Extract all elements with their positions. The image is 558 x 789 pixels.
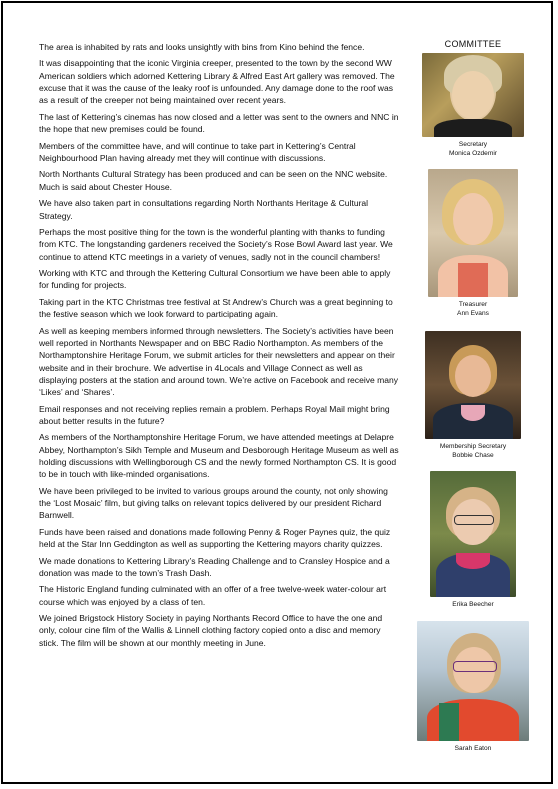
paragraph: Taking part in the KTC Christmas tree festival at St Andrew’s Church was a great beginning to the festive season which we look forward to participating again. (39, 296, 393, 320)
member-caption (408, 601, 538, 610)
member-photo (430, 471, 516, 597)
paragraph: The last of Kettering’s cinemas has now closed and a letter was sent to the owners and NNC in the hope that new premises could be found. (39, 111, 399, 135)
paragraph: Perhaps the most positive thing for the town is the wonderful planting with thanks to funding from KTC. The longstanding gardeners received the Society’s Rose Bowl Award last year. We continue to attend KTC meetings in a variety of venues, sadly not in the council chambers! (39, 226, 393, 262)
paragraph: Email responses and not receiving replies remain a problem. Perhaps Royal Mail might bring about better results in the future? (39, 403, 390, 426)
member-photo (428, 169, 518, 297)
committee-member (408, 53, 538, 158)
member-name: Bobbie Chase (452, 451, 494, 459)
paragraph: Members of the committee have, and will continue to take part in Kettering’s Central Neighbourhood Plan having already met they will continue with discussions. (39, 140, 356, 163)
paragraph: The area is inhabited by rats and looks unsightly with bins from Kino behind the fence. (39, 42, 365, 52)
paragraph: It was disappointing that the iconic Virginia creeper, presented to the town by the second WW American soldiers which adorned Kettering Library & Alfred East Art gallery was removed. The excuse that it was the cause of the leaky roof is unfounded. Any damage done to the roof was as a result of the creeper not being maintained over recent years. (39, 58, 395, 106)
member-name: Monica Ozdemir (448, 149, 497, 157)
committee-member (408, 331, 538, 460)
member-name: Sarah Eaton (454, 745, 492, 752)
paragraph: North Northants Cultural Strategy has been produced and can be seen on the NNC website. Much is said about Chester House. (39, 169, 388, 192)
committee-member (408, 169, 538, 318)
member-photo (422, 53, 524, 137)
paragraph: We have also taken part in consultations regarding North Northants Heritage & Cultural Strategy. (39, 198, 369, 221)
member-photo (417, 621, 529, 741)
member-caption (408, 443, 538, 460)
member-photo (425, 331, 521, 439)
committee-heading: COMMITTEE (444, 39, 502, 49)
paragraph: We have been privileged to be invited to various groups around the county, not only showing the ‘Lost Mosaic’ film, but giving talks on relevant topics delivered by our president Richard Barnwell. (39, 485, 388, 521)
paragraph: We made donations to Kettering Library’s Reading Challenge and to Cransley Hospice and a donation was made to the town’s Trash Dash. (39, 555, 390, 578)
member-role: Treasurer (458, 301, 488, 308)
paragraph: We joined Brigstock History Society in paying Northants Record Office to have the one and only, colour cine film of the Wallis & Linnell clothing factory copied onto a disc and memory stick. The film will be shown at our monthly meeting in June. (39, 613, 383, 648)
member-caption (408, 745, 538, 754)
member-name: Ann Evans (457, 309, 489, 317)
member-caption (408, 141, 538, 158)
committee-member (408, 471, 538, 610)
paragraph: Funds have been raised and donations made following Penny & Roger Paynes quiz, the quiz held at the Star Inn Geddington as well as supporting the Kettering mayors charity quizzes. (39, 526, 391, 550)
paragraph: The Historic England funding culminated with an offer of a free twelve-week water-colour art course which was enjoyed by a class of ten. (39, 584, 387, 607)
page-frame (1, 1, 553, 784)
committee-member (408, 621, 538, 754)
member-role: Membership Secretary (439, 443, 507, 450)
main-text-column (39, 41, 401, 653)
member-role: Secretary (458, 141, 488, 148)
member-name: Erika Beecher (452, 601, 494, 608)
paragraph: As members of the Northamptonshire Heritage Forum, we have attended meetings at Delapre Abbey, Northampton’s Sikh Temple and Museum and Desborough Heritage Museum as well as holding discussions with Wellingborough CS and the newly formed Northampton CS. It is good to be in touch with like-minded organisations. (39, 432, 399, 480)
paragraph: Working with KTC and through the Kettering Cultural Consortium we have been able to apply for funding for projects. (39, 268, 391, 291)
paragraph: As well as keeping members informed through newsletters. The Society’s activities have been well reported in Northants Newspaper and on BBC Radio Northampton. As members of the Northamptonshire Heritage Forum, we submit articles for their newsletters and appear on their website and in their brochure. We advertise in 4Locals and Village Connect as well as displaying posters at the station and around town. We’re active on Facebook and receive many ‘Likes’ and ‘Shares’. (39, 325, 399, 398)
member-caption (408, 301, 538, 318)
